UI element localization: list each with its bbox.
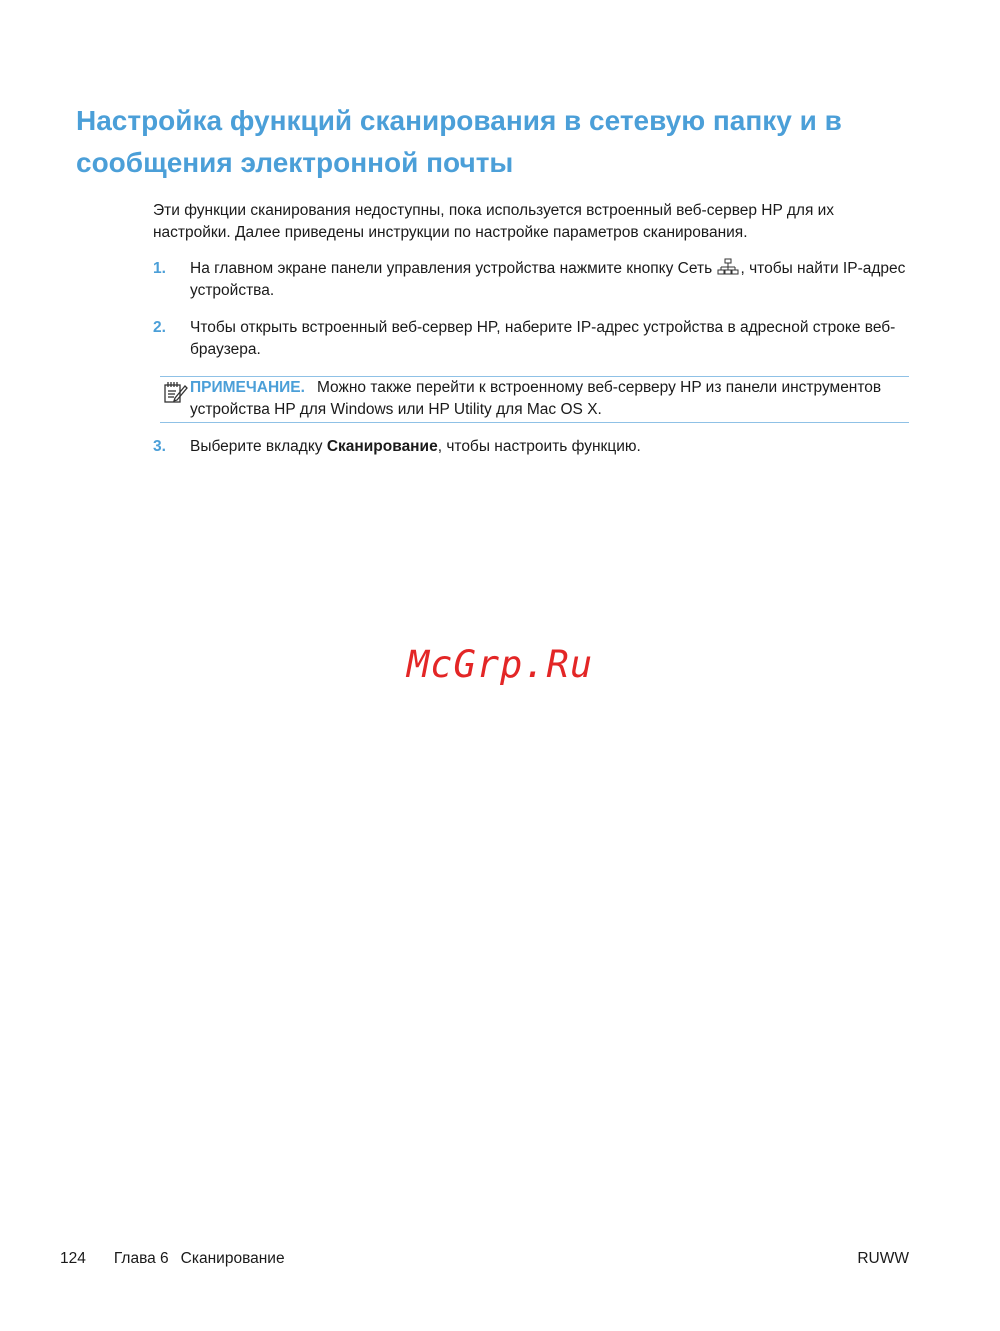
step-text: Чтобы открыть встроенный веб-сервер HP, наберите IP-адрес устройства в адресной строке веб-браузера. (190, 319, 896, 358)
step-number: 3. (153, 438, 166, 455)
section-label: Сканирование (180, 1250, 285, 1267)
note-body: Можно также перейти к встроенному веб-серверу HP из панели инструментов устройства HP для Windows или HP Utility для Mac OS X. (190, 379, 882, 418)
note-text (190, 377, 905, 421)
note-icon (162, 379, 188, 405)
watermark: McGrp.Ru (406, 643, 594, 686)
step-number: 2. (153, 319, 166, 336)
step-text-start: Выберите вкладку (190, 438, 327, 455)
note-label: ПРИМЕЧАНИЕ. (190, 379, 305, 396)
step-number: 1. (153, 260, 166, 277)
step-text (190, 258, 910, 302)
step-text-end: , чтобы настроить функцию. (437, 438, 641, 455)
intro-paragraph: Эти функции сканирования недоступны, пока используется встроенный веб-сервер HP для их настройки. Далее приведены инструкции по настройке параметров сканирования. (153, 202, 835, 241)
step-text-start: На главном экране панели управления устройства нажмите кнопку Сеть (190, 260, 713, 277)
footer-left (60, 1248, 313, 1270)
page-number: 124 (60, 1250, 86, 1267)
step-text-end: , чтобы найти IP-адрес устройства. (190, 260, 906, 299)
note-box (160, 376, 909, 423)
page-title: Настройка функций сканирования в сетевую папку и в сообщения электронной почты (76, 105, 842, 178)
step-text (190, 436, 910, 458)
network-icon (717, 258, 739, 276)
chapter-label: Глава 6 (113, 1250, 169, 1267)
footer-locale: RUWW (857, 1250, 909, 1267)
scan-tab-name: Сканирование (326, 438, 438, 455)
